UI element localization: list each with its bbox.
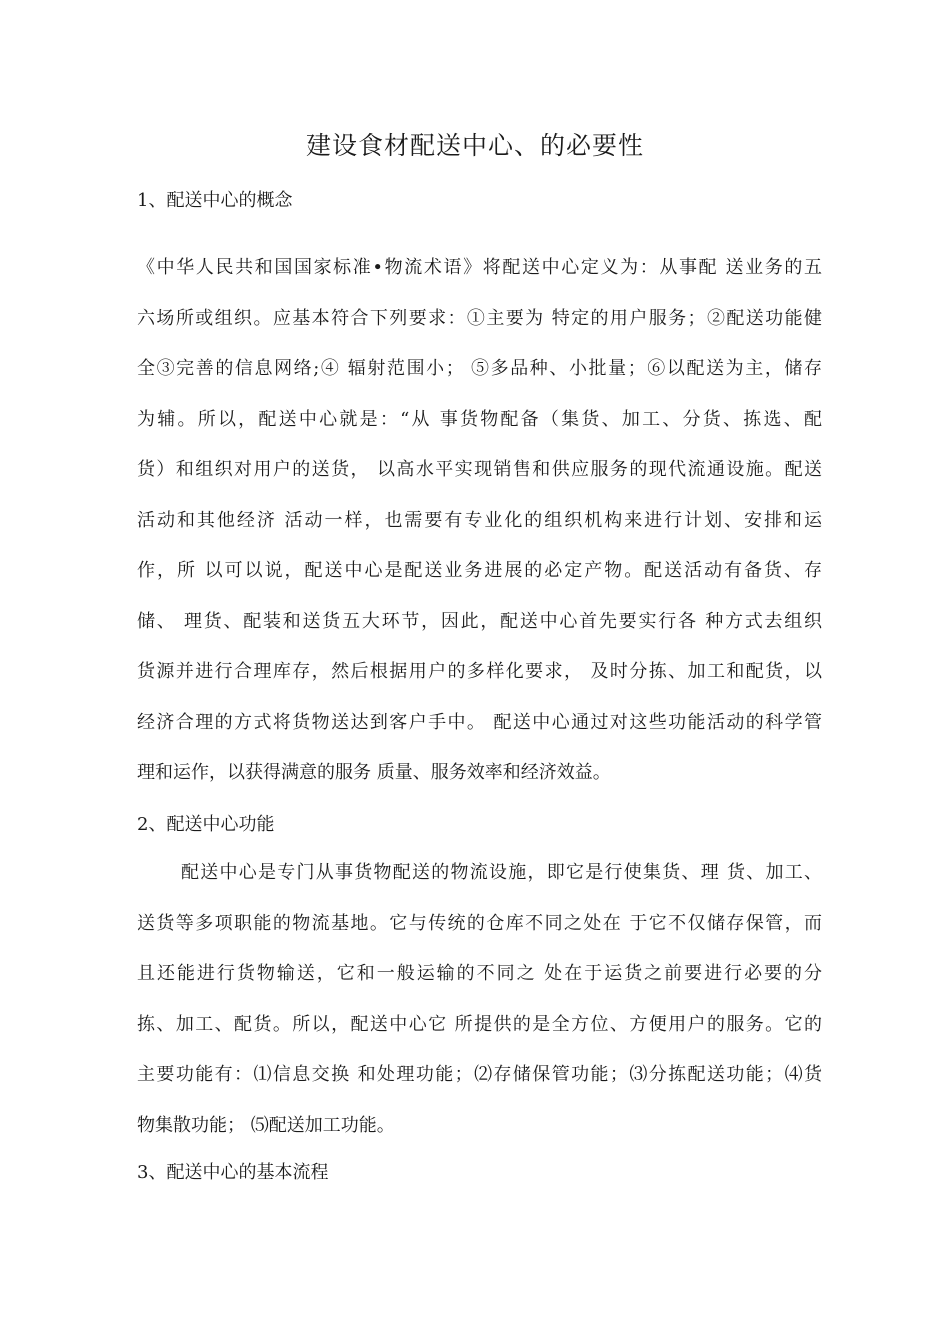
document-title: 建设食材配送中心、的必要性 <box>305 131 644 160</box>
section-heading-concept: 1、配送中心的概念 <box>137 190 293 211</box>
paragraph-line: 且还能进行货物输送，它和一般运输的不同之 处在于运货之前要进行必要的分 <box>137 963 822 984</box>
paragraph-line: 活动和其他经济 活动一样，也需要有专业化的组织机构来进行计划、安排和运 <box>137 509 822 531</box>
paragraph-line: 货源并进行合理库存，然后根据用户的多样化要求， 及时分拣、加工和配货，以 <box>137 661 822 682</box>
paragraph-line: 货）和组织对用户的送货， 以高水平实现销售和供应服务的现代流通设施。配送 <box>137 459 822 480</box>
paragraph-line: 为辅。所以，配送中心就是：“从 事货物配备（集货、加工、分货、拣选、配 <box>137 408 822 430</box>
paragraph-line: 储、 理货、配装和送货五大环节，因此，配送中心首先要实行各 种方式去组织 <box>137 610 822 632</box>
paragraph-line: 拣、加工、配货。所以，配送中心它 所提供的是全方位、方便用户的服务。它的 <box>137 1013 822 1035</box>
paragraph-line: 全③完善的信息网络;④ 辐射范围小； ⑤多品种、小批量；⑥以配送为主，储存 <box>137 358 822 379</box>
paragraph-line: 物集散功能； ⑸配送加工功能。 <box>137 1114 395 1136</box>
paragraph-line: 主要功能有：⑴信息交换 和处理功能；⑵存储保管功能；⑶分拣配送功能；⑷货 <box>137 1064 822 1085</box>
paragraph-line: 作，所 以可以说，配送中心是配送业务进展的必定产物。配送活动有备货、存 <box>137 560 822 581</box>
section-paragraph-concept <box>137 243 822 799</box>
section-heading-functions: 2、配送中心功能 <box>137 814 275 835</box>
paragraph-line: 《中华人民共和国国家标准•物流术语》将配送中心定义为：从事配 送业务的五 <box>137 257 822 278</box>
section-heading-process: 3、配送中心的基本流程 <box>137 1162 329 1183</box>
paragraph-line: 经济合理的方式将货物送达到客户手中。 配送中心通过对这些功能活动的科学管 <box>137 711 822 733</box>
section-paragraph-functions <box>137 848 822 1151</box>
paragraph-line: 理和运作，以获得满意的服务 质量、服务效率和经济效益。 <box>137 762 611 783</box>
paragraph-line: 送货等多项职能的物流基地。它与传统的仓库不同之处在 于它不仅储存保管，而 <box>137 912 822 934</box>
paragraph-line: 六场所或组织。应基本符合下列要求：①主要为 特定的用户服务；②配送功能健 <box>137 307 822 329</box>
paragraph-line: 配送中心是专门从事货物配送的物流设施，即它是行使集货、理 货、加工、 <box>181 862 822 883</box>
